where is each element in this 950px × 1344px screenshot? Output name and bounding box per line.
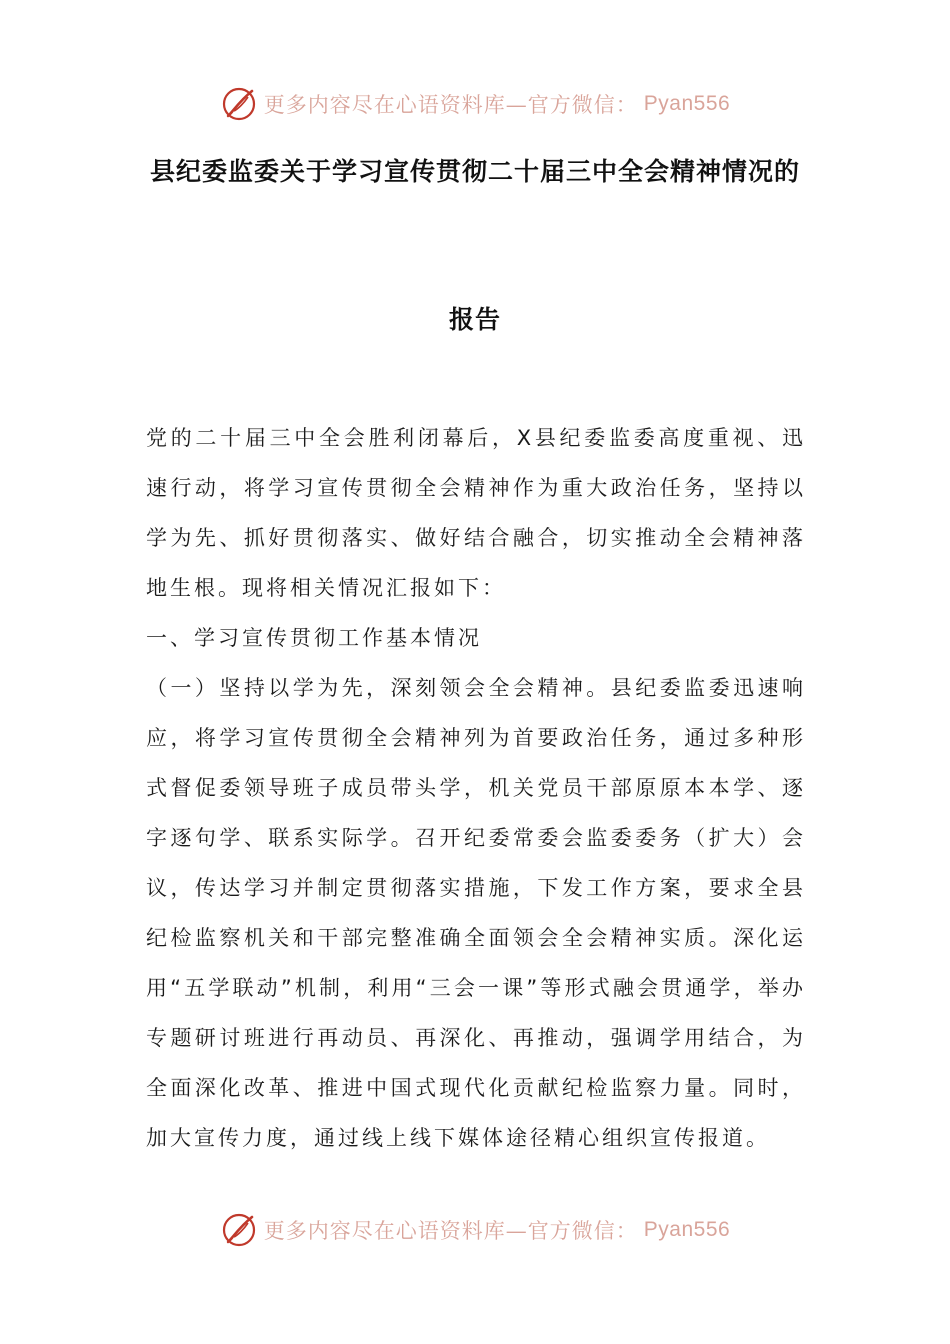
quill-pen-icon	[220, 1211, 258, 1249]
watermark-text: 更多内容尽在心语资料库—官方微信：	[263, 93, 638, 117]
watermark-text: 更多内容尽在心语资料库—官方微信：	[263, 1219, 638, 1243]
section-heading: 一、学习宣传贯彻工作基本情况	[146, 626, 482, 650]
watermark-wechat-id: Pyan556	[643, 92, 731, 115]
document-title-line1: 县纪委监委关于学习宣传贯彻二十届三中全会精神情况的	[149, 157, 800, 186]
header-watermark	[0, 82, 950, 126]
intro-paragraph: 党的二十届三中全会胜利闭幕后，X县纪委监委高度重视、迅速行动，将学习宣传贯彻全会精神作为重大政治任务，坚持以学为先、抓好贯彻落实、做好结合融合，切实推动全会精神落地生根。现将相关情况汇报如下：	[146, 426, 806, 600]
quill-pen-icon	[220, 85, 258, 123]
document-title-line2: 报告	[448, 305, 501, 334]
watermark-wechat-id: Pyan556	[643, 1218, 731, 1241]
footer-watermark	[0, 1208, 950, 1252]
document-body	[146, 413, 806, 1163]
subsection-paragraph: （一）坚持以学为先，深刻领会全会精神。县纪委监委迅速响应，将学习宣传贯彻全会精神列为首要政治任务，通过多种形式督促委领导班子成员带头学，机关党员干部原原本本学、逐字逐句学、联系实际学。召开纪委常委会监委委务（扩大）会议，传达学习并制定贯彻落实措施，下发工作方案，要求全县纪检监察机关和干部完整准确全面领会全会精神实质。深化运用“五学联动”机制，利用“三会一课”等形式融会贯通学，举办专题研讨班进行再动员、再深化、再推动，强调学用结合，为全面深化改革、推进中国式现代化贡献纪检监察力量。同时，加大宣传力度，通过线上线下媒体途径精心组织宣传报道。	[146, 676, 806, 1150]
